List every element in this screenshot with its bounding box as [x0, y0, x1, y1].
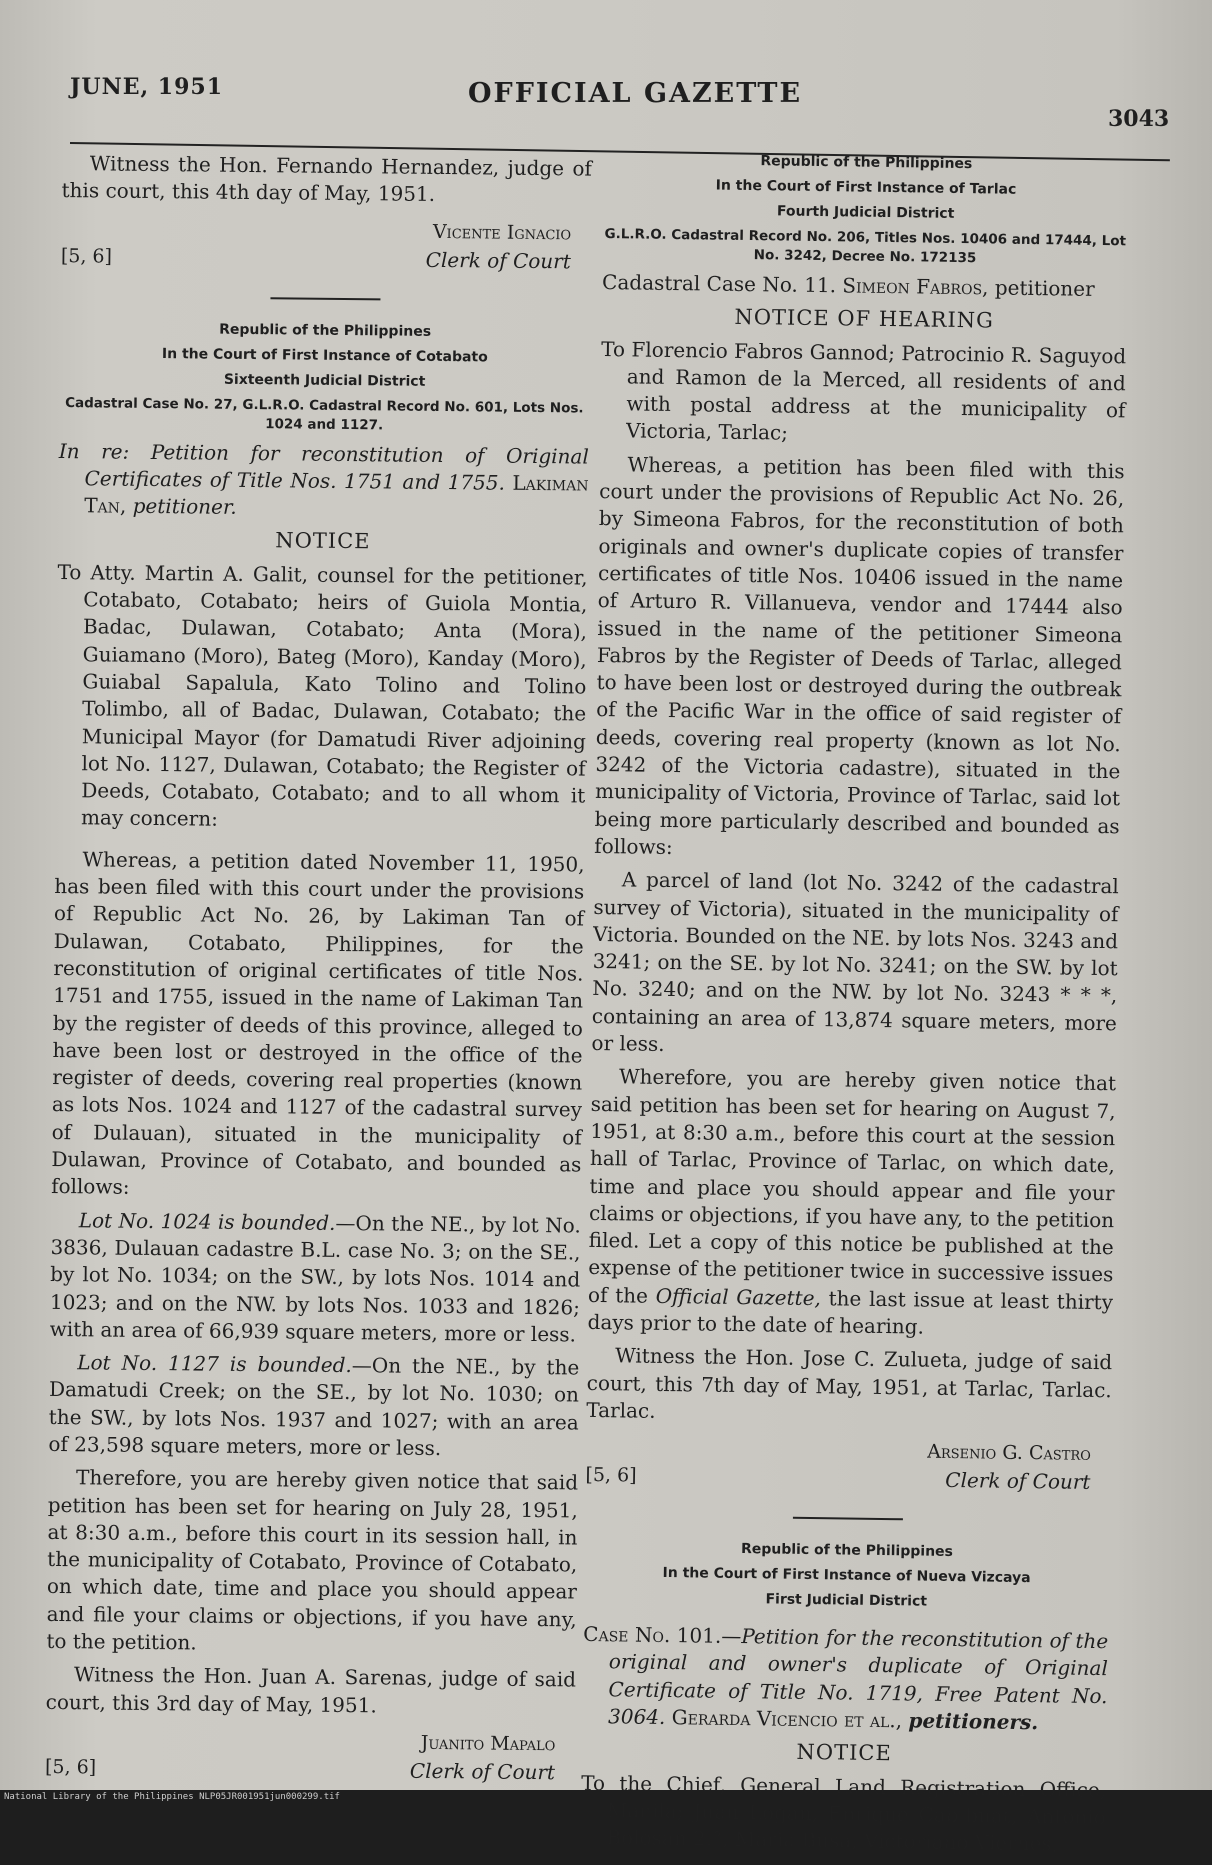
publication-title: OFFICIAL GAZETTE	[468, 78, 803, 109]
left-column	[45, 150, 592, 1799]
signature-block-castro	[585, 1434, 1111, 1501]
cadastral-party: Simeon Fabros,	[842, 273, 989, 300]
in-re-party: Lakiman Tan,	[84, 470, 589, 518]
clerk-name: Juanito Mapalo	[420, 1731, 556, 1756]
clerk-title: Clerk of Court	[945, 1468, 1091, 1495]
issue-ref: [5, 6]	[585, 1464, 637, 1487]
court-caption-line: Republic of the Philippines	[760, 153, 973, 173]
page-number: 3043	[1108, 106, 1170, 132]
addressees: To the Chief, General Land Registration Office, Manila; Juan Logan, Enrique Cab-buat, Antonio Bolosan 2.°, Maria Busa, Victoriano Viernes,	[581, 1770, 1107, 1856]
whereas-paragraph: Whereas, a petition has been filed with this court under the provisions of Republic Act No. 26, by Simeona Fabros, for the reconstitution of both originals and owner's duplicate copies of transfer certificates of title Nos. 10406 issued in the name of Arturo R. Villanueva, vendor and 17444 also issued in the name of the petitioner Simeona Fabros by the Register of Deeds of Tarlac, alleged to have been lost or destroyed during the outbreak of the Pacific War in the office of said register of deeds, covering real property (known as lot No. 3242 of the Victoria cadastre), situated in the municipality of Victoria, Province of Tarlac, said lot being more particularly described and bounded as follows:	[594, 452, 1125, 859]
section-divider	[270, 297, 380, 300]
signature-block-ignacio	[61, 215, 592, 281]
issue-ref: [5, 6]	[44, 1755, 97, 1779]
notice-of-hearing-heading: NOTICE OF HEARING	[734, 305, 995, 333]
notice-heading: NOTICE	[275, 528, 371, 554]
court-caption-line: In the Court of First Instance of Cotabato	[161, 345, 488, 366]
signature-block-mapalo	[45, 1726, 576, 1792]
witness-paragraph: Witness the Hon. Juan A. Sarenas, judge of said court, this 3rd day of May, 1951.	[45, 1662, 577, 1718]
clerk-title: Clerk of Court	[425, 247, 571, 273]
addressees: To Atty. Martin A. Galit, counsel for the petitioner, Cotabato, Cotabato; heirs of Guiola Montia, Badac, Dulawan, Cotabato; Anta (Mora), Guiamano (Moro), Bateg (Moro), Kanday (Moro), Guiabal Sapalula, Kato Tolino and Tolino Tolimbo, all of Badac, Dulawan, Cotabato; the Municipal Mayor (for Damatudi River adjoining lot No. 1127, Dulawan, Cotabato; the Register of Deeds, Cotabato, Cotabato; and to all whom it may concern:	[57, 559, 588, 832]
case-line: G.L.R.O. Cadastral Record No. 206, Titles Nos. 10406 and 17444, Lot No. 3242, Decree No. 172135	[604, 226, 1127, 267]
court-caption-line: Republic of the Philippines	[219, 321, 432, 340]
addressees: To Florencio Fabros Gannod; Patrocinio R. Saguyod and Ramon de la Merced, all residents of and with postal address at the municipality of Victoria, Tarlac;	[601, 336, 1127, 446]
lot-1127-description	[48, 1349, 579, 1464]
case-101-role: petitioners.	[908, 1708, 1039, 1735]
cadastral-role: petitioner	[994, 275, 1095, 301]
case-101-title	[582, 1621, 1108, 1738]
case-101-label: Case No. 101.	[583, 1622, 722, 1648]
court-caption-line: In the Court of First Instance of Nueva Vizcaya	[662, 1565, 1031, 1587]
lot-1024-label: Lot No. 1024 is bounded.	[78, 1207, 336, 1235]
scan-footer: National Library of the Philippines NLP05JR001951jun000299.tif	[4, 1792, 340, 1802]
case-line: Cadastral Case No. 27, G.L.R.O. Cadastral Record No. 601, Lots Nos. 1024 and 1127.	[65, 394, 584, 433]
case-101-text: —Petition for the reconstitution of the original and owner's duplicate of Original Certificate of Title No. 1719, Free Patent No. 3064.	[607, 1623, 1109, 1730]
lot-1127-label: Lot No. 1127 is bounded.	[77, 1350, 352, 1378]
wherefore-paragraph	[587, 1063, 1116, 1343]
wherefore-text-b: the last issue at least thirty days prior to the date of hearing.	[587, 1285, 1114, 1339]
in-re-text: In re: Petition for reconstitution of Original Certificates of Title Nos. 1751 and 1755.	[58, 438, 589, 495]
gazette-name: Official Gazette,	[655, 1283, 822, 1310]
intro-witness: Witness the Hon. Fernando Hernandez, judge of this court, this 4th day of May, 1951.	[61, 151, 592, 207]
clerk-name: Arsenio G. Castro	[927, 1440, 1091, 1466]
court-caption-line: In the Court of First Instance of Tarlac	[715, 177, 1017, 198]
court-caption-line: Republic of the Philippines	[740, 1541, 954, 1561]
whereas-paragraph: Whereas, a petition dated November 11, 1950, has been filed with this court under the provisions of Republic Act No. 26, by Lakiman Tan of Dulawan, Cotabato, Philippines, for the reconstitution of original certificates of title Nos. 1751 and 1755, issued in the name of Lakiman Tan by the register of deeds of this province, alleged to have been lost or destroyed in the office of the register of deeds, covering real properties (known as lots Nos. 1024 and 1127 of the cadastral survey of Dulauan), situated in the municipality of Dulawan, Province of Cotabato, and bounded as follows:	[51, 847, 585, 1200]
in-re-role: petitioner.	[132, 493, 237, 520]
lot-1024-text: —On the NE., by lot No. 3836, Dulauan cadastre B.L. case No. 3; on the SE., by lot No. 1034; on the SW., by lots Nos. 1014 and 1023; and on the NW. by lots Nos. 1033 and 1826; with an area of 66,939 square meters, more or less.	[49, 1210, 581, 1347]
court-caption-line: Fourth Judicial District	[776, 203, 955, 222]
court-caption-line: Sixteenth Judicial District	[223, 371, 426, 390]
therefore-paragraph: Therefore, you are hereby given notice that said petition has been set for hearing on July 28, 1951, at 8:30 a.m., before this court in its session hall, in the municipality of Cotabato, Province of Cotabato, on which date, time and place you should appear and file your claims or objections, if you have any, to the petition.	[46, 1465, 579, 1655]
cadastral-case: Cadastral Case No. 11.	[601, 269, 837, 298]
lot-1024-description	[50, 1207, 581, 1349]
section-divider	[792, 1517, 902, 1521]
right-column	[580, 150, 1129, 1865]
wherefore-text-a: Wherefore, you are hereby given notice that said petition has been set for hearing on August 7, 1951, at 8:30 a.m., before this court at the session hall of Tarlac, Province of Tarlac, on which date, time and place you should appear and file your claims or objections, if you have any, to the petition filed. Let a copy of this notice be published at the expense of the petitioner twice in successive issues of the	[587, 1064, 1117, 1308]
clerk-name: Vicente Ignacio	[432, 220, 572, 244]
issue-ref: [5, 6]	[60, 244, 113, 268]
issue-month: JUNE, 1951	[70, 74, 224, 100]
witness-paragraph: Witness the Hon. Jose C. Zulueta, judge of said court, this 7th day of May, 1951, at Tarlac, Tarlac. Tarlac.	[586, 1343, 1113, 1423]
clerk-title: Clerk of Court	[409, 1758, 556, 1785]
in-re-title	[58, 438, 589, 525]
court-caption-line: First Judicial District	[765, 1591, 928, 1610]
case-101-party: Gerarda Vicencio et al.,	[671, 1705, 903, 1733]
notice-heading: NOTICE	[796, 1740, 892, 1766]
parcel-description: A parcel of land (lot No. 3242 of the cadastral survey of Victoria), situated in the municipality of Victoria. Bounded on the NE. by lots Nos. 3243 and 3241; on the SE. by lot No. 3241; on the SW. by lot No. 3240; and on the NW. by lot No. 3243 * * *, containing an area of 13,874 square meters, more or less.	[591, 867, 1119, 1056]
lot-1127-text: —On the NE., by the Damatudi Creek; on the SE., by lot No. 1030; on the SW., by lots Nos. 1937 and 1027; with an area of 23,598 square meters, more or less.	[48, 1353, 580, 1461]
cadastral-case-line	[602, 269, 1127, 304]
page-header	[0, 62, 1212, 152]
